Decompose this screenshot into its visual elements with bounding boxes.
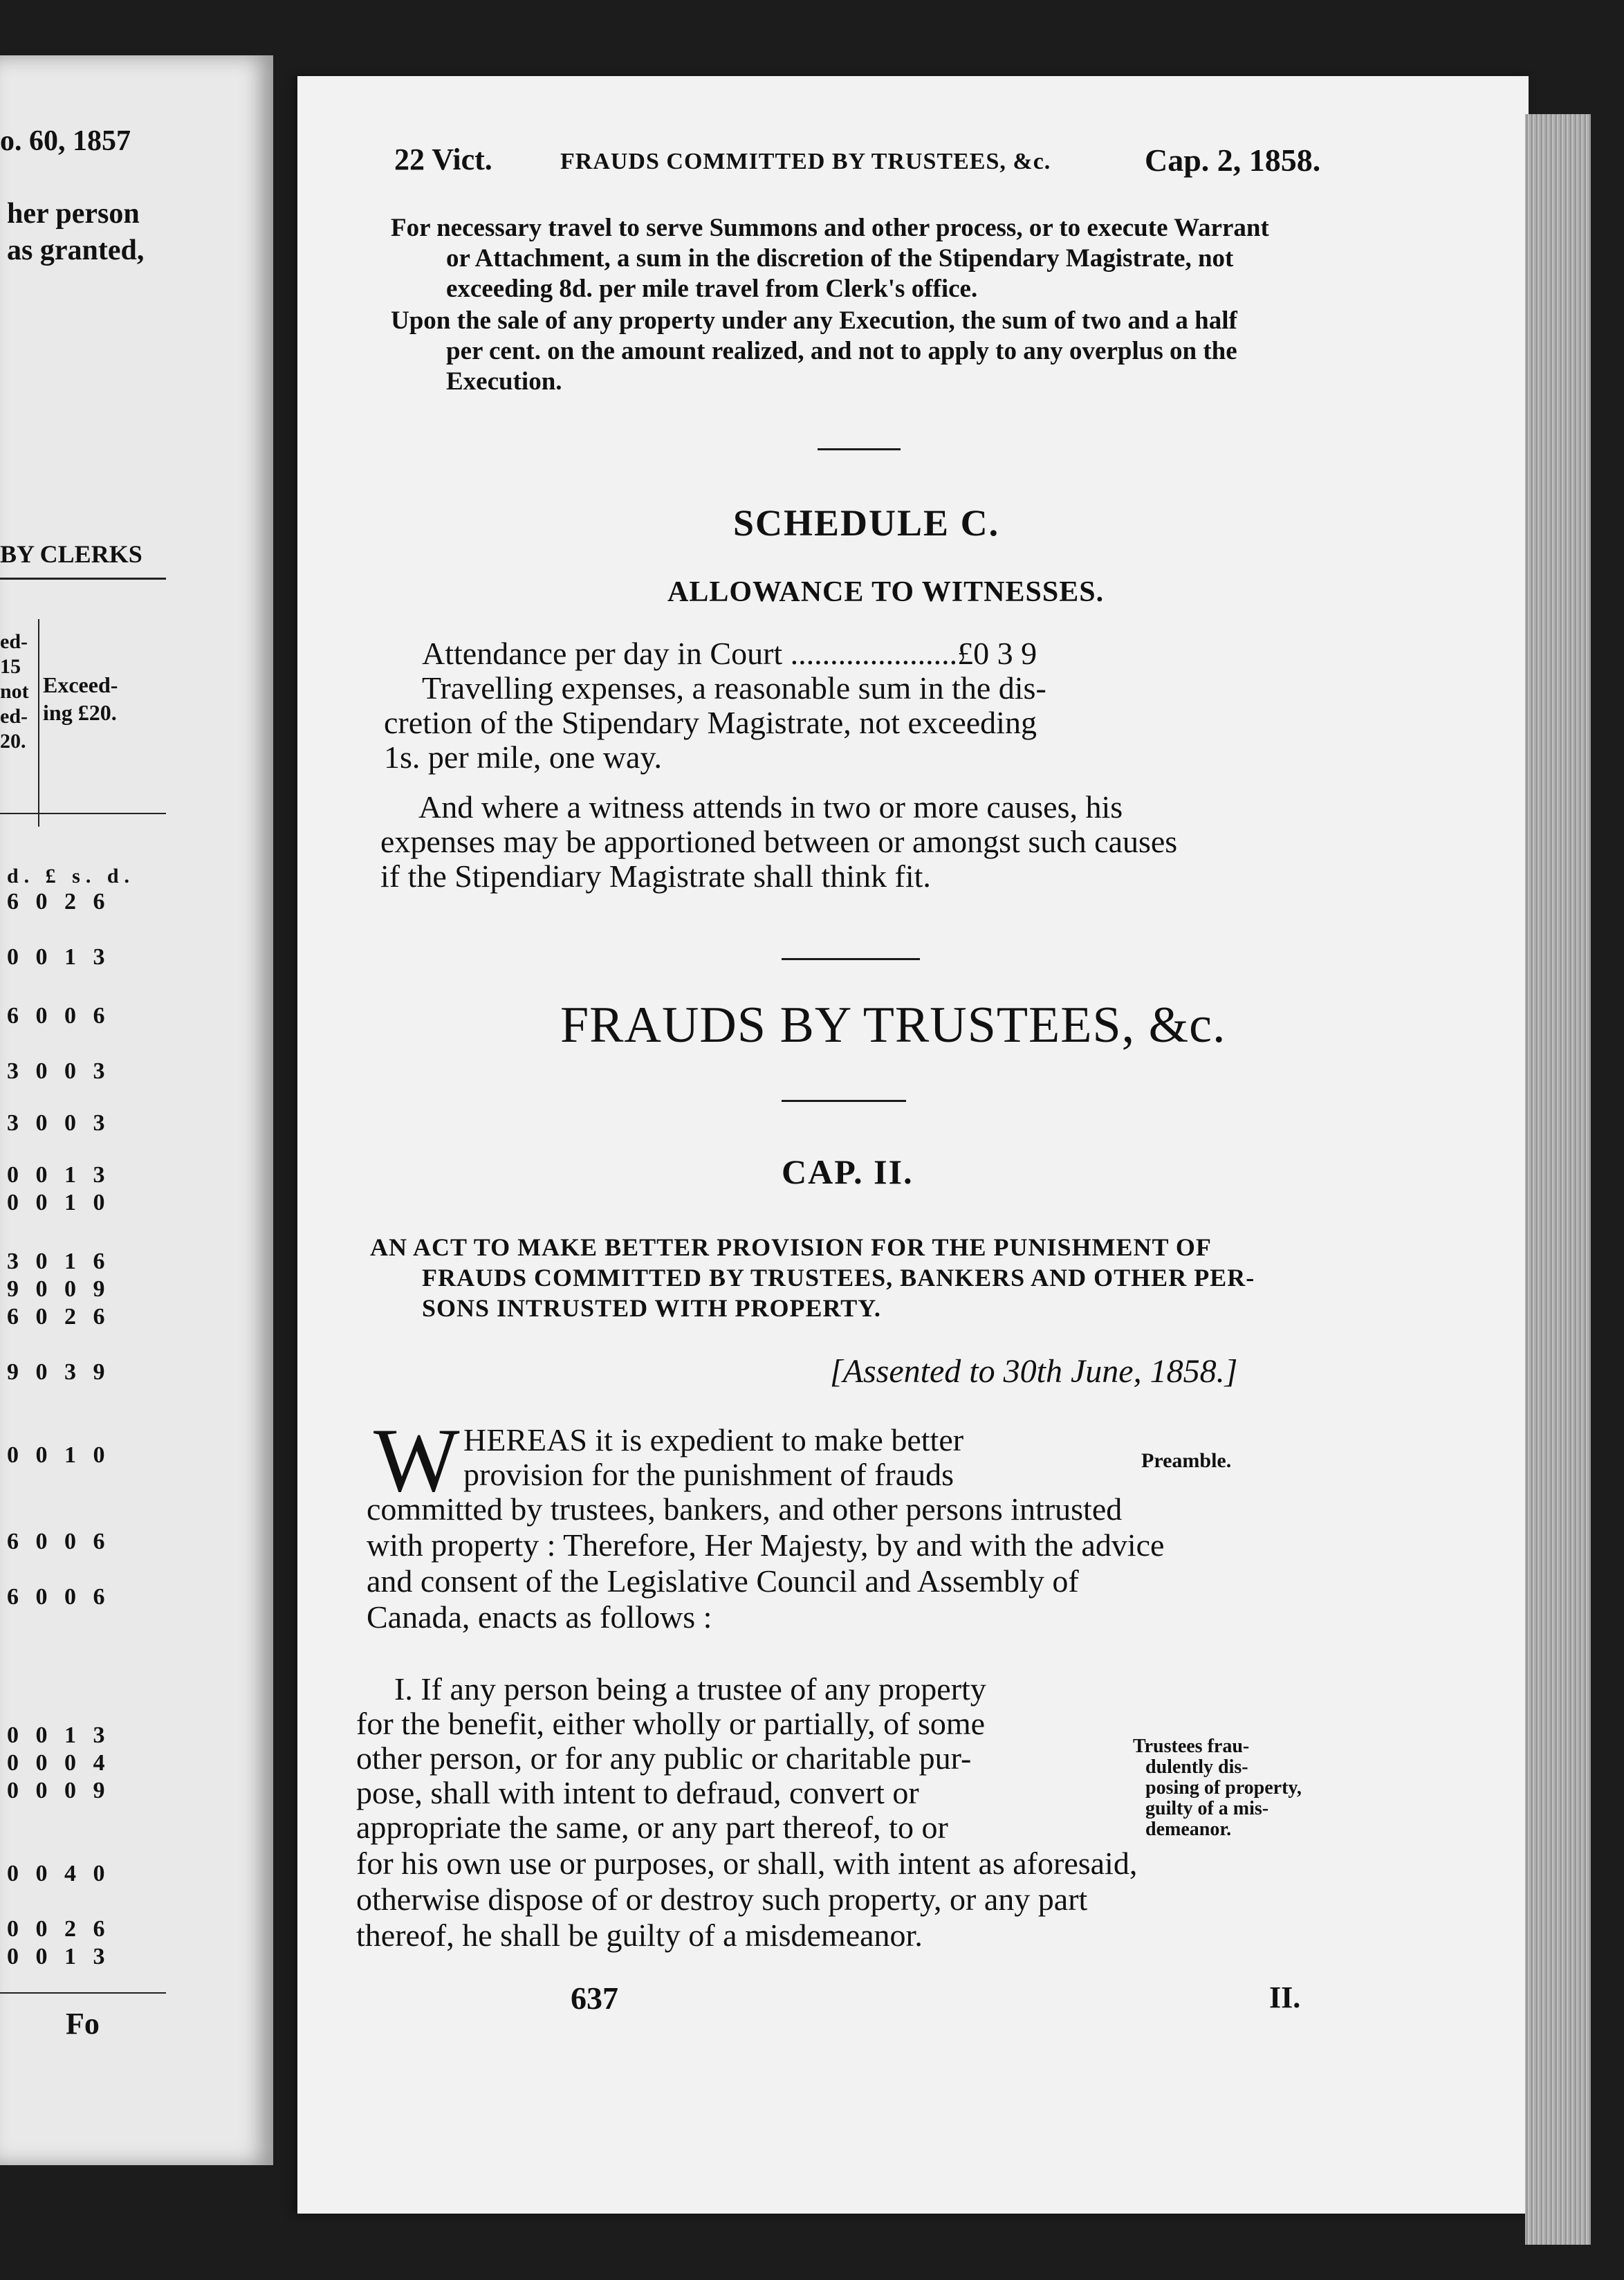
preamble-line: HEREAS it is expedient to make better (463, 1422, 964, 1458)
marginal-note-section-1 (1133, 1736, 1302, 1840)
marginal-note-line: demeanor. (1145, 1819, 1232, 1840)
assent-date: [Assented to 30th June, 1858.] (830, 1353, 1238, 1390)
fee-line: or Attachment, a sum in the discretion of the Stipendary Magistrate, not (446, 244, 1234, 273)
left-table-heading: BY CLERKS (0, 540, 142, 568)
section-line: pose, shall with intent to defraud, convert or (356, 1775, 919, 1810)
left-col-head: not (0, 680, 29, 703)
section-line: for the benefit, either wholly or partially, of some (356, 1706, 986, 1741)
section-line: for his own use or purposes, or shall, with intent as aforesaid, (356, 1846, 1138, 1881)
preamble-line: with property : Therefore, Her Majesty, by and with the advice (367, 1527, 1165, 1563)
act-title: FRAUDS BY TRUSTEES, &c. (560, 997, 1226, 1054)
header-chapter: Cap. 2, 1858. (1145, 142, 1321, 178)
header-title: FRAUDS COMMITTED BY TRUSTEES, &c. (560, 149, 1051, 174)
fee-line: Execution. (446, 367, 562, 396)
long-title-line: AN ACT TO MAKE BETTER PROVISION FOR THE PUNISHMENT OF (370, 1233, 1212, 1261)
section-line: appropriate the same, or any part thereof, to or (356, 1810, 948, 1845)
witness-line: expenses may be apportioned between or amongst such causes (380, 824, 1178, 859)
marginal-note-preamble: Preamble. (1141, 1449, 1232, 1472)
left-row: 6 0 2 6 (7, 889, 111, 914)
section-line: I. If any person being a trustee of any property (394, 1671, 986, 1707)
left-row: 6 0 0 6 (7, 1529, 111, 1554)
fee-line: For necessary travel to serve Summons and other process, or to execute Warrant (391, 214, 1269, 242)
section-line: otherwise dispose of or destroy such property, or any part (356, 1882, 1088, 1917)
fee-line: per cent. on the amount realized, and not to apply to any overplus on the (446, 337, 1237, 365)
marginal-note-line: Trustees frau- (1133, 1736, 1250, 1757)
page-edges (1525, 114, 1591, 2245)
fee-line: exceeding 8d. per mile travel from Clerk's office. (446, 275, 978, 303)
travel-line: Travelling expenses, a reasonable sum in the dis- (422, 670, 1046, 706)
long-title-line: SONS INTRUSTED WITH PROPERTY. (422, 1294, 881, 1322)
left-row: 0 0 4 0 (7, 1861, 111, 1886)
left-col-head: ed- (0, 630, 28, 653)
left-units: d. £ s. d. (7, 865, 136, 888)
left-col-head: ing £20. (43, 700, 117, 725)
chapter-number: CAP. II. (782, 1152, 914, 1191)
drop-cap: W (373, 1409, 460, 1511)
separator-rule (818, 448, 901, 450)
left-header-line: her person (7, 198, 140, 230)
catchword: II. (1269, 1980, 1301, 2014)
previous-page-fragment (0, 55, 273, 2165)
left-footer: Fo (66, 2007, 100, 2041)
marginal-note-line: dulently dis- (1145, 1756, 1248, 1778)
long-title-line: FRAUDS COMMITTED BY TRUSTEES, BANKERS AND OTHER PER- (422, 1264, 1255, 1291)
header-regnal-year: 22 Vict. (394, 142, 492, 176)
left-row: 0 0 1 0 (7, 1190, 111, 1215)
left-row: 6 0 0 6 (7, 1584, 111, 1610)
left-row: 6 0 2 6 (7, 1304, 111, 1330)
left-row: 0 0 1 3 (7, 1944, 111, 1969)
preamble-line: provision for the punishment of frauds (463, 1457, 954, 1492)
left-col-head: 15 (0, 655, 21, 678)
left-col-head: 20. (0, 730, 26, 753)
left-header-line: as granted, (7, 235, 145, 266)
left-row: 6 0 0 6 (7, 1003, 111, 1029)
travel-line: 1s. per mile, one way. (384, 739, 662, 775)
left-row: 0 0 1 0 (7, 1442, 111, 1468)
section-line: thereof, he shall be guilty of a misdemeanor. (356, 1918, 923, 1953)
witness-line: if the Stipendiary Magistrate shall think fit. (380, 858, 931, 894)
attendance-fee-line: Attendance per day in Court .....................£0 3 9 (422, 636, 1037, 671)
separator-rule (782, 1100, 906, 1102)
marginal-note-line: posing of property, (1145, 1777, 1302, 1799)
left-row: 0 0 1 3 (7, 1162, 111, 1188)
book-page (297, 76, 1529, 2214)
left-row: 3 0 0 3 (7, 1110, 111, 1136)
left-row: 0 0 1 3 (7, 1722, 111, 1748)
left-row: 0 0 0 9 (7, 1778, 111, 1803)
travel-line: cretion of the Stipendary Magistrate, not exceeding (384, 705, 1037, 740)
preamble-line: and consent of the Legislative Council and Assembly of (367, 1563, 1079, 1599)
preamble-line: Canada, enacts as follows : (367, 1599, 712, 1635)
marginal-note-line: guilty of a mis- (1145, 1798, 1269, 1819)
left-row: 3 0 1 6 (7, 1249, 111, 1274)
left-row: 9 0 3 9 (7, 1359, 111, 1385)
left-row: 0 0 2 6 (7, 1916, 111, 1942)
schedule-title: SCHEDULE C. (733, 502, 1000, 544)
left-row: 3 0 0 3 (7, 1058, 111, 1084)
witness-line: And where a witness attends in two or more causes, his (418, 789, 1123, 825)
schedule-subtitle: ALLOWANCE TO WITNESSES. (667, 576, 1105, 608)
left-row: 9 0 0 9 (7, 1276, 111, 1302)
fee-line: Upon the sale of any property under any Execution, the sum of two and a half (391, 306, 1237, 335)
left-row: 0 0 1 3 (7, 944, 111, 970)
section-line: other person, or for any public or charitable pur- (356, 1740, 972, 1776)
preamble-line: committed by trustees, bankers, and other persons intrusted (367, 1491, 1123, 1527)
separator-rule (782, 958, 920, 960)
left-row: 0 0 0 4 (7, 1750, 111, 1776)
left-header-line: o. 60, 1857 (0, 125, 131, 157)
left-col-head: ed- (0, 705, 28, 728)
left-col-head: Exceed- (43, 672, 118, 697)
page-number: 637 (571, 1980, 618, 2016)
